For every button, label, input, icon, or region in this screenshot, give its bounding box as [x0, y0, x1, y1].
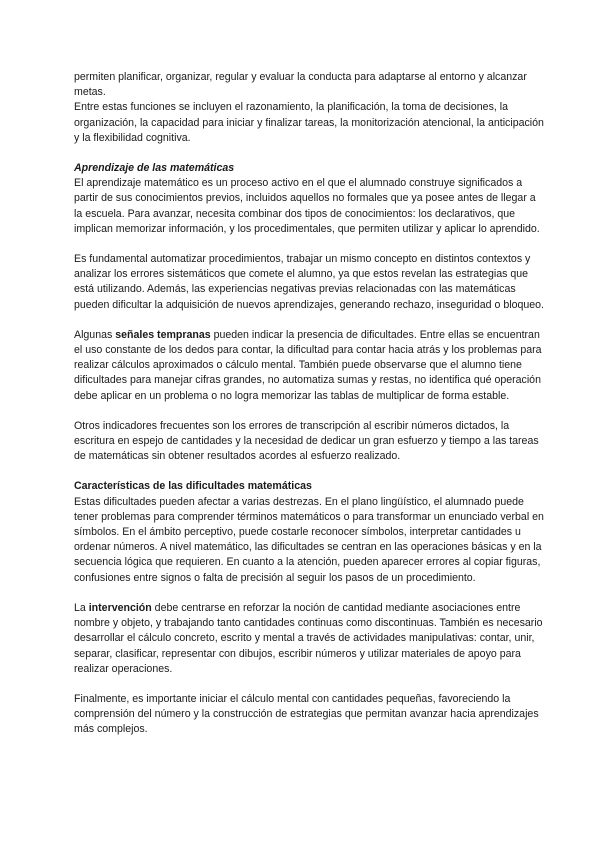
indicadores-paragraph: Otros indicadores frecuentes son los errores de transcripción al escribir números dictados, la escritura en espejo de cantidades y la necesidad de dedicar un gran esfuerzo y tiempo a las tareas de matemáticas sin obtener resultados acordes al esfuerzo realizado.	[74, 419, 539, 463]
aprendizaje-paragraph-1: El aprendizaje matemático es un proceso activo en el que el alumnado construye significados a partir de sus conocimientos previos, incluidos aquellos no formales que ya posee antes de llegar a la escuela. Para avanzar, necesita combinar dos tipos de conocimientos: los declarativos, que implican memorizar información, y los procedimentales, que permiten utilizar y aplicar lo aprendido.	[74, 177, 540, 235]
finalmente-paragraph: Finalmente, es importante iniciar el cálculo mental con cantidades pequeñas, favoreciendo la comprensión del número y la construcción de estrategias que permitan avanzar hacia aprendizajes más complejos.	[74, 692, 539, 736]
intro-paragraph-2: Entre estas funciones se incluyen el razonamiento, la planificación, la toma de decisiones, la organización, la capacidad para iniciar y finalizar tareas, la monitorización atencional, la anticipación y la flexibilidad cognitiva.	[74, 101, 544, 144]
section-heading-aprendizaje: Aprendizaje de las matemáticas	[74, 162, 235, 175]
intervencion-text-post: debe centrarse en reforzar la noción de cantidad mediante asociaciones entre nombre y objeto, y trabajando tanto cantidades continuas como discontinuas. También es necesario desarrollar el cálculo concreto, escrito y mental a través de actividades manipulativas: contar, unir, separar, clasificar, representar con dibujos, escribir números y utilizar materiales de apoyo para realizar operaciones.	[74, 601, 543, 675]
caracteristicas-paragraph: Estas dificultades pueden afectar a varias destrezas. En el plano lingüístico, el alumnado puede tener problemas para comprender términos matemáticos o para transformar un enunciado verbal en símbolos. En el ámbito perceptivo, puede costarle reconocer símbolos, interpretar cantidades u ordenar números. A nivel matemático, las dificultades se centran en las operaciones básicas y en la secuencia lógica que requieren. En cuanto a la atención, pueden aparecer errores al copiar figuras, confusiones entre signos o falta de precisión al seguir los pasos de un procedimiento.	[74, 495, 544, 584]
intervencion-bold: intervención	[88, 601, 152, 614]
senales-text-pre: Algunas	[74, 328, 116, 341]
senales-tempranas-bold: señales tempranas	[115, 328, 211, 341]
aprendizaje-paragraph-2: Es fundamental automatizar procedimientos, trabajar un mismo concepto en distintos contextos y analizar los errores sistemáticos que comete el alumno, ya que estos revelan las estrategias que está utilizando. Además, las experiencias negativas previas relacionadas con las matemáticas pueden dificultar la adquisición de nuevos aprendizajes, generando rechazo, inseguridad o bloqueo.	[74, 253, 544, 311]
senales-paragraph	[74, 328, 544, 404]
intro-paragraph-1: permiten planificar, organizar, regular y evaluar la conducta para adaptarse al entorno y alcanzar metas.	[74, 71, 527, 99]
intervencion-paragraph	[74, 601, 544, 677]
senales-text-post: pueden indicar la presencia de dificultades. Entre ellas se encuentran el uso constante de los dedos para contar, la dificultad para contar hacia atrás y los problemas para realizar cálculos aproximados o cálculo mental. También puede observarse que el alumno tiene dificultades para manejar cifras grandes, no automatiza sumas y restas, no identifica qué operación debe aplicar en un problema o no logra memorizar las tablas de multiplicar de forma estable.	[74, 328, 542, 402]
document-page	[74, 70, 544, 738]
section-heading-caracteristicas: Características de las dificultades matemáticas	[74, 480, 312, 493]
intervencion-text-pre: La	[74, 601, 89, 614]
